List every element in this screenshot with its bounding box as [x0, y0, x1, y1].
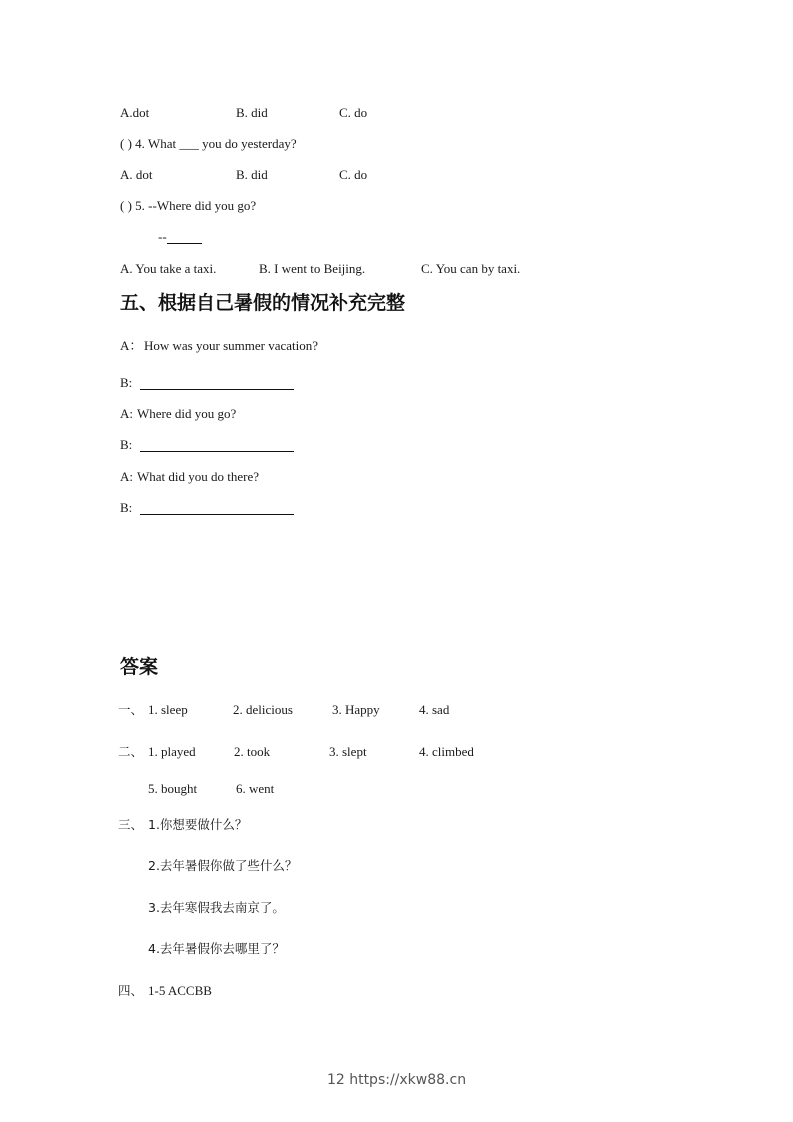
- speaker-b: B:: [120, 437, 133, 452]
- answer-item: 1.你想要做什么？: [148, 817, 248, 832]
- answer-text: 1-5 ACCBB: [148, 983, 212, 998]
- q4-option-c: C. do: [339, 167, 368, 182]
- q5-option-c: C. You can by taxi.: [421, 261, 521, 276]
- q5-answer-blank[interactable]: [167, 243, 202, 244]
- q5-answer-prefix: --: [158, 229, 167, 244]
- speaker-a: A:: [120, 406, 133, 421]
- part-label: 二、: [118, 744, 144, 759]
- q4-option-b: B. did: [236, 167, 268, 182]
- q3-option-c: C. do: [339, 105, 368, 120]
- answer-item: 3.去年寒假我去南京了。: [148, 900, 285, 915]
- section-5-title: 五、根据自己暑假的情况补充完整: [120, 292, 406, 314]
- q3-option-b: B. did: [236, 105, 268, 120]
- q3-option-a: A.dot: [120, 105, 150, 120]
- q5-option-b: B. I went to Beijing.: [259, 261, 366, 276]
- q4-option-a: A. dot: [120, 167, 153, 182]
- dialogue-text: How was your summer vacation?: [144, 338, 319, 353]
- page-footer: 12 https://xkw88.cn: [326, 1072, 467, 1088]
- answers-title: 答案: [120, 656, 159, 678]
- answer-item: 2. delicious: [233, 702, 293, 717]
- answer-item: 4. sad: [419, 702, 450, 717]
- part-label: 四、: [118, 983, 144, 998]
- speaker-a: A:: [120, 469, 133, 484]
- speaker-b: B:: [120, 375, 133, 390]
- answer-item: 2.去年暑假你做了些什么？: [148, 858, 298, 873]
- speaker-b: B:: [120, 500, 133, 515]
- answer-blank-3[interactable]: [140, 514, 294, 515]
- dialogue-text: What did you do there?: [137, 469, 260, 484]
- answer-item: 3. Happy: [332, 702, 380, 717]
- dialogue-text: Where did you go?: [137, 406, 237, 421]
- answer-item: 3. slept: [329, 744, 367, 759]
- part-label: 三、: [118, 817, 144, 832]
- answer-item: 2. took: [234, 744, 271, 759]
- part-label: 一、: [118, 702, 144, 717]
- answer-item: 4.去年暑假你去哪里了？: [148, 941, 285, 956]
- answer-blank-2[interactable]: [140, 451, 294, 452]
- answer-blank-1[interactable]: [140, 389, 294, 390]
- answer-item: 6. went: [236, 781, 275, 796]
- answer-item: 4. climbed: [419, 744, 474, 759]
- speaker-a: A：: [120, 338, 143, 353]
- answer-item: 1. played: [148, 744, 196, 759]
- answer-item: 1. sleep: [148, 702, 188, 717]
- answer-item: 5. bought: [148, 781, 198, 796]
- q4-stem: ( ) 4. What ___ you do yesterday?: [120, 136, 297, 151]
- q5-option-a: A. You take a taxi.: [120, 261, 217, 276]
- q5-stem: ( ) 5. --Where did you go?: [120, 198, 257, 213]
